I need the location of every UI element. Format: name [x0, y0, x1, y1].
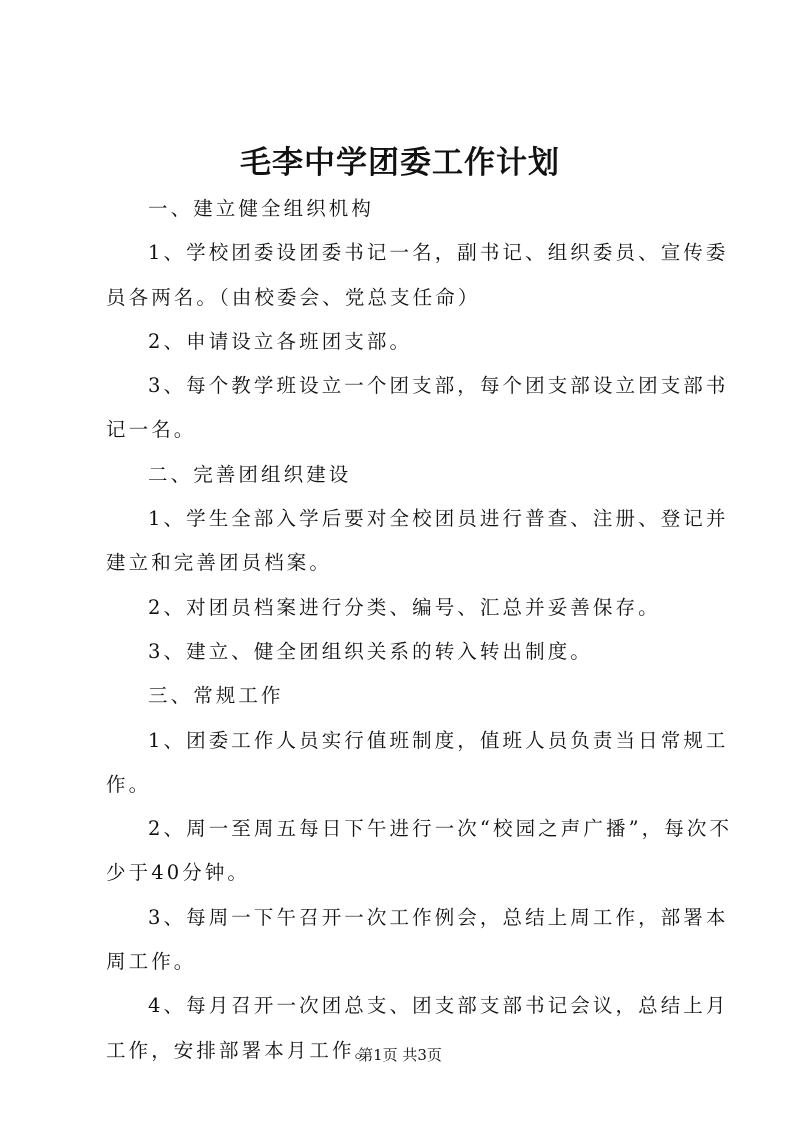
paragraph-line: 3、每周一下午召开一次工作例会，总结上周工作，部署本: [148, 905, 729, 929]
paragraph-line: 少于40分钟。: [106, 861, 251, 885]
paragraph-line: 3、每个教学班设立一个团支部，每个团支部设立团支部书: [148, 374, 729, 398]
paragraph-line: 作。: [106, 772, 152, 796]
paragraph-line: 员各两名。（由校委会、党总支任命）: [106, 285, 481, 309]
section-heading: 三、常规工作: [148, 684, 284, 708]
paragraph-line: 记一名。: [106, 418, 197, 442]
paragraph-line: 2、周一至周五每日下午进行一次“校园之声广播”，每次不: [148, 817, 733, 841]
paragraph-line: 工作，安排部署本月工作。: [106, 1038, 378, 1062]
paragraph-line: 3、建立、健全团组织关系的转入转出制度。: [148, 639, 593, 663]
section-heading: 一、建立健全组织机构: [148, 197, 375, 220]
page-number-footer: 第1页 共3页: [358, 1046, 442, 1064]
paragraph-line: 建立和完善团员档案。: [106, 551, 333, 575]
section-heading: 二、完善团组织建设: [148, 462, 352, 486]
paragraph-line: 2、申请设立各班团支部。: [148, 329, 413, 353]
paragraph-line: 4、每月召开一次团总支、团支部支部书记会议，总结上月: [148, 994, 729, 1018]
paragraph-line: 1、学校团委设团委书记一名，副书记、组织委员、宣传委: [148, 241, 729, 265]
paragraph-line: 2、对团员档案进行分类、编号、汇总并妥善保存。: [148, 595, 661, 619]
document-title: 毛李中学团委工作计划: [240, 145, 560, 181]
document-body: [106, 187, 733, 1073]
paragraph-line: 1、学生全部入学后要对全校团员进行普查、注册、登记并: [148, 507, 729, 531]
paragraph-line: 周工作。: [106, 950, 197, 974]
paragraph-line: 1、团委工作人员实行值班制度，值班人员负责当日常规工: [148, 728, 729, 752]
